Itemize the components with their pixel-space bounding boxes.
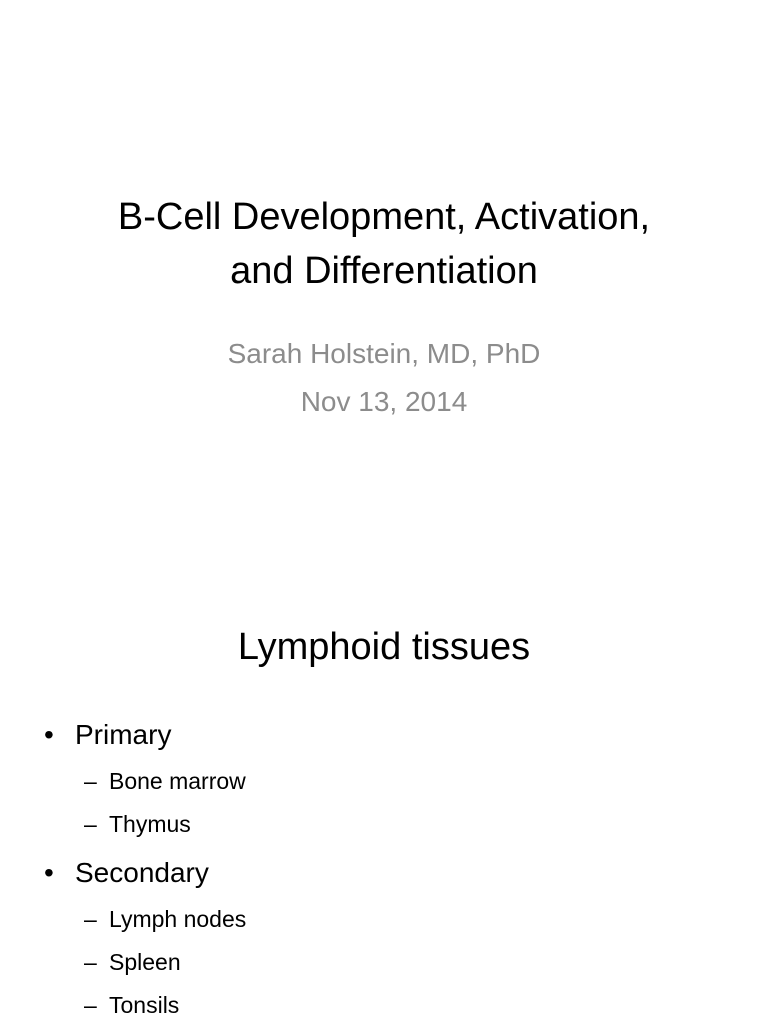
bullet-icon: •	[44, 857, 54, 888]
slide-title-line-1: B-Cell Development, Activation,	[117, 196, 651, 238]
sub-bullet-label: Thymus	[109, 811, 191, 837]
sub-bullet-item	[44, 941, 724, 984]
dash-icon: –	[84, 949, 97, 975]
sub-bullet-item	[44, 984, 724, 1027]
sub-bullet-item	[44, 760, 724, 803]
slide-subtitle	[40, 330, 728, 426]
author-name: Sarah Holstein, MD, PhD	[227, 338, 541, 369]
sub-bullet-label: Bone marrow	[109, 768, 246, 794]
dash-icon: –	[84, 768, 97, 794]
sub-bullet-label: Spleen	[109, 949, 181, 975]
presentation-date: Nov 13, 2014	[300, 386, 468, 417]
slide-title-line-2: and Differentiation	[230, 250, 538, 292]
sub-bullet-label: Lymph nodes	[109, 906, 247, 932]
sub-bullet-item	[44, 898, 724, 941]
bullet-label: Primary	[75, 719, 172, 750]
dash-icon: –	[84, 992, 97, 1018]
bullet-item-secondary	[44, 848, 724, 898]
sub-bullet-label: Tonsils	[109, 992, 180, 1018]
bullet-list	[44, 710, 724, 1027]
dash-icon: –	[84, 811, 97, 837]
dash-icon: –	[84, 906, 97, 932]
bullet-icon: •	[44, 719, 54, 750]
slide-title	[40, 190, 728, 298]
bullet-item-primary	[44, 710, 724, 760]
bullet-label: Secondary	[75, 857, 209, 888]
slide-title: Lymphoid tissues	[237, 626, 531, 668]
lymphoid-tissues-slide	[0, 576, 768, 1024]
sub-bullet-item	[44, 803, 724, 846]
